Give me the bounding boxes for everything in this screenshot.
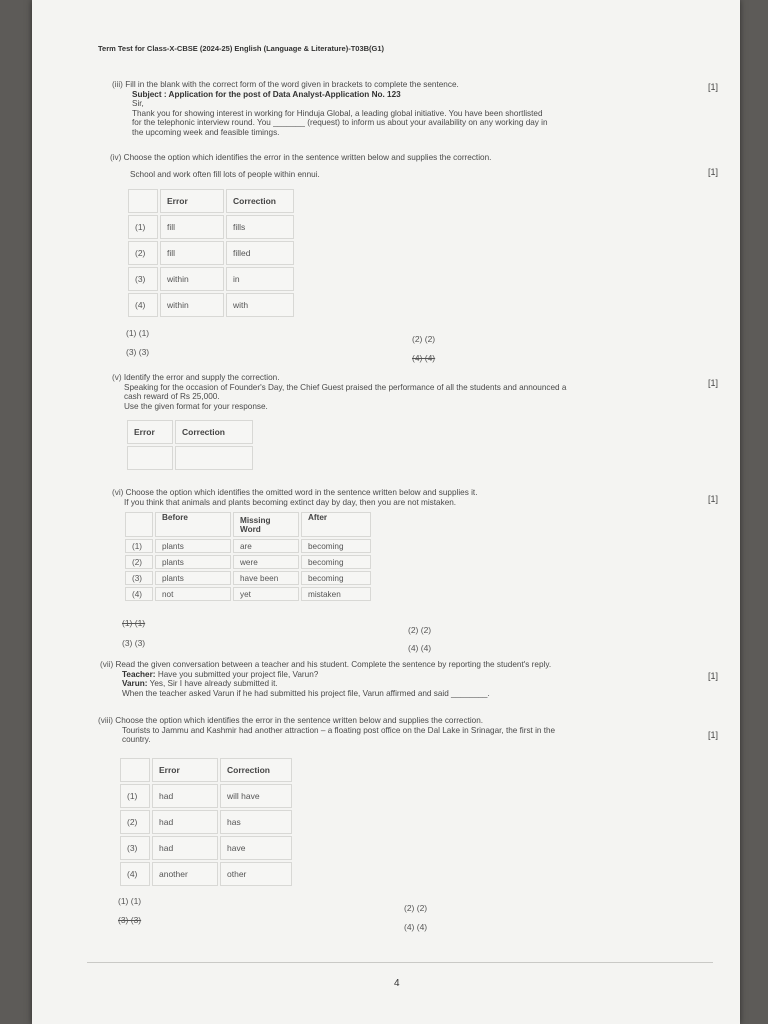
table-row [128,267,294,291]
dialogue-line: Yes, Sir I have already submitted it. [149,679,278,688]
table-cell: another [152,862,218,886]
table-header-cell: Correction [226,189,294,213]
omitted-word-table [123,510,373,603]
marks-label: [1] [707,167,718,177]
table-row [120,810,292,834]
option-1[interactable]: (1) (1) [126,328,150,338]
table-cell: within [160,267,224,291]
table-cell: fill [160,215,224,239]
question-text: Choose the option which identifies the error in the sentence written below and supplies the correction. [115,716,484,725]
reported-sentence: When the teacher asked Varun if he had submitted his project file, Varun affirmed and said ________. [122,688,490,698]
question-iii [112,80,692,137]
table-cell: will have [220,784,292,808]
answer-row [127,446,253,470]
table-cell: not [155,587,231,601]
table-cell: becoming [301,555,371,569]
table-row [120,784,292,808]
table-header-cell: Correction [175,420,253,444]
table-cell: (4) [128,293,158,317]
table-row [128,293,294,317]
letter-body-line: the upcoming week and feasible timings. [132,127,280,137]
option-4[interactable]: (4) (4) [408,643,432,653]
table-header-cell [125,512,153,537]
table-cell: plants [155,555,231,569]
question-viii [98,716,698,745]
question-text: Identify the error and supply the correction. [123,373,280,382]
table-row [120,836,292,860]
table-cell: are [233,539,299,553]
question-text: Fill in the blank with the correct form of the word given in brackets to complete the sentence. [125,80,459,89]
option-3[interactable]: (3) (3) [122,638,146,648]
table-row [125,587,371,601]
page-header: Term Test for Class-X-CBSE (2024-25) English (Language & Literature)-T03B(G1) [98,44,385,53]
marks-label: [1] [707,494,718,504]
table-cell: plants [155,571,231,585]
question-sentence: country. [122,735,151,744]
table-cell: have [220,836,292,860]
option-3[interactable]: (3) (3) [118,915,142,925]
table-row [128,241,294,265]
question-number: (viii) [98,716,114,725]
question-sentence: cash reward of Rs 25,000. [124,392,220,401]
table-row [125,571,371,585]
question-sentence: Tourists to Jammu and Kashmir had another attraction – a floating post office on the Dal Lake in Srinagar, the first in the [122,725,556,735]
table-cell: (3) [125,571,153,585]
answer-cell-error[interactable] [127,446,173,470]
table-row [125,555,371,569]
question-text: Choose the option which identifies the error in the sentence written below and supplies the correction. [123,153,492,162]
table-cell: (1) [120,784,150,808]
letter-subject: Subject : Application for the post of Data Analyst-Application No. 123 [132,89,401,99]
table-cell: (3) [120,836,150,860]
table-cell: (1) [125,539,153,553]
question-number: (v) [112,373,122,382]
table-header-cell: Missing Word [233,512,299,537]
marks-label: [1] [707,82,718,92]
option-3[interactable]: (3) (3) [126,347,150,357]
table-cell: had [152,784,218,808]
error-correction-table [118,756,294,888]
marks-label: [1] [707,671,718,681]
speaker-label: Teacher: [122,669,156,679]
question-iv [110,153,690,179]
table-cell: within [160,293,224,317]
table-cell: becoming [301,571,371,585]
question-vii [100,660,700,698]
option-2[interactable]: (2) (2) [408,625,432,635]
question-number: (iv) [110,153,122,162]
table-cell: yet [233,587,299,601]
table-cell: (2) [125,555,153,569]
option-1[interactable]: (1) (1) [118,896,142,906]
table-header-cell: Error [127,420,173,444]
question-number: (iii) [112,80,123,89]
table-cell: (4) [120,862,150,886]
table-row [120,862,292,886]
letter-body-line: for the telephonic interview round. You _______ (request) to inform us about your availability on any working day in [132,118,548,127]
option-2[interactable]: (2) (2) [412,334,436,344]
question-sentence: If you think that animals and plants becoming extinct day by day, then you are not mistaken. [124,497,457,507]
dialogue-line: Have you submitted your project file, Varun? [157,669,319,679]
table-header-cell: Error [152,758,218,782]
table-cell: (2) [128,241,158,265]
table-cell: filled [226,241,294,265]
table-row [128,215,294,239]
table-cell: with [226,293,294,317]
letter-salutation: Sir, [132,99,144,108]
table-header-cell: After [301,512,371,537]
page-number: 4 [394,978,400,989]
letter-body-line: Thank you for showing interest in working for Hinduja Global, a leading global initiative. You have been shortlisted [132,108,543,118]
question-sentence: Speaking for the occasion of Founder's Day, the Chief Guest praised the performance of all the students and announced a [124,382,567,392]
question-text: Choose the option which identifies the omitted word in the sentence written below and supplies it. [125,488,478,497]
option-1[interactable]: (1) (1) [122,618,146,628]
option-4[interactable]: (4) (4) [412,353,436,363]
table-cell: (2) [120,810,150,834]
table-header-cell: Before [155,512,231,537]
question-vi [112,488,702,507]
answer-cell-correction[interactable] [175,446,253,470]
table-cell: becoming [301,539,371,553]
table-cell: in [226,267,294,291]
table-header-cell [128,189,158,213]
table-cell: had [152,836,218,860]
table-cell: has [220,810,292,834]
table-cell: fills [226,215,294,239]
exam-page [32,0,740,1024]
table-cell: (3) [128,267,158,291]
question-v [112,373,702,411]
table-row [125,539,371,553]
footer-divider [87,962,713,963]
instruction-text: Use the given format for your response. [124,401,268,411]
question-text: Read the given conversation between a teacher and his student. Complete the sentence by reporting the student's reply. [115,660,552,669]
answer-format-table [125,418,255,472]
option-4[interactable]: (4) (4) [404,922,428,932]
speaker-label: Varun: [122,679,148,688]
table-cell: fill [160,241,224,265]
table-cell: were [233,555,299,569]
table-header-cell: Correction [220,758,292,782]
question-number: (vii) [100,660,114,669]
option-2[interactable]: (2) (2) [404,903,428,913]
error-correction-table [126,187,296,319]
table-cell: have been [233,571,299,585]
question-number: (vi) [112,488,124,497]
table-header-cell [120,758,150,782]
question-sentence: School and work often fill lots of people within ennui. [130,169,320,179]
table-cell: mistaken [301,587,371,601]
table-cell: (4) [125,587,153,601]
table-cell: plants [155,539,231,553]
table-cell: other [220,862,292,886]
table-header-cell: Error [160,189,224,213]
table-cell: (1) [128,215,158,239]
marks-label: [1] [707,378,718,388]
table-cell: had [152,810,218,834]
marks-label: [1] [707,730,718,740]
